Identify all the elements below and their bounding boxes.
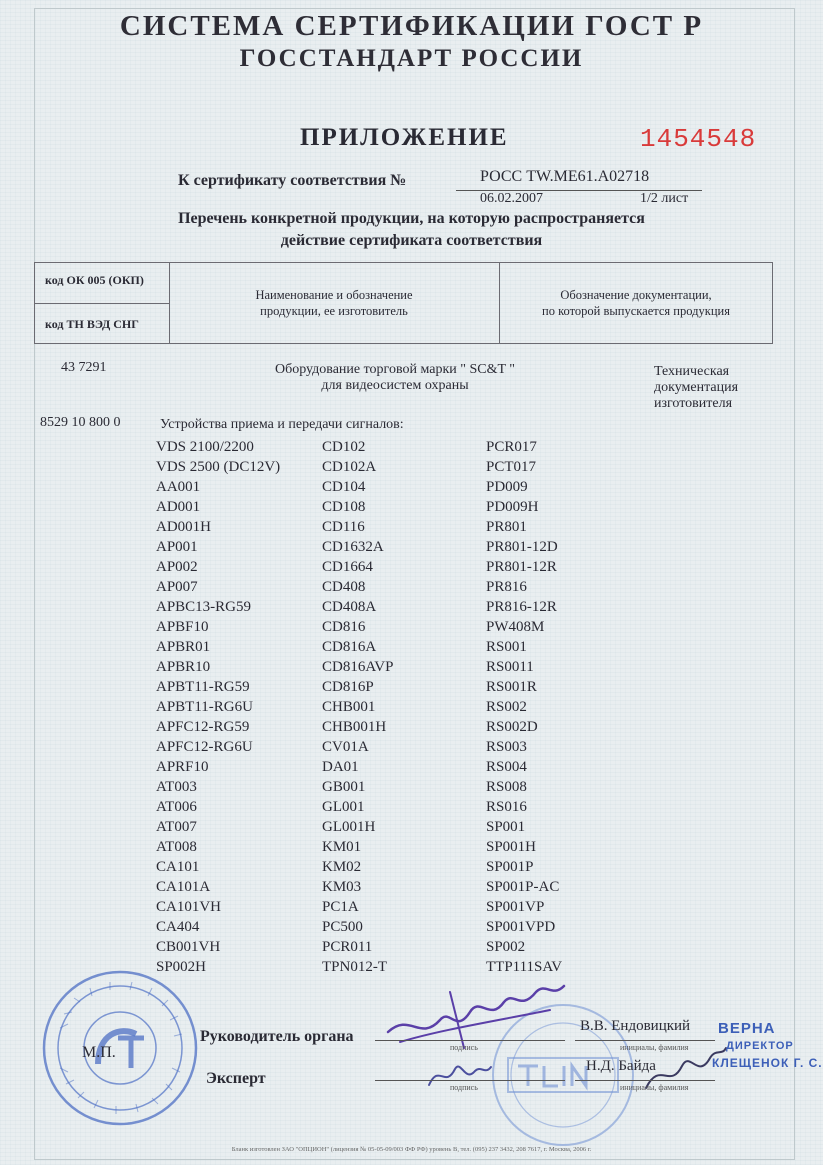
column-header-table: [34, 262, 773, 344]
model-item: PR816: [486, 579, 527, 595]
model-item: CA101VH: [156, 899, 222, 915]
model-item: KM02: [322, 859, 362, 875]
expert-name-line: [575, 1080, 715, 1081]
model-item: PD009H: [486, 499, 539, 515]
doc-column-header-line1: Обозначение документации,: [560, 288, 712, 302]
model-item: CA404: [156, 919, 200, 935]
model-item: SP002H: [156, 959, 207, 975]
okp-code-value: 43 7291: [61, 360, 107, 375]
product-description: [230, 362, 560, 394]
model-item: SP001H: [486, 839, 537, 855]
code-cell-divider: [35, 303, 169, 304]
model-item: CD116: [322, 519, 365, 535]
model-item: PCR011: [322, 939, 373, 955]
list-title-line1: Перечень конкретной продукции, на которую распространяется: [178, 210, 645, 227]
model-item: KM03: [322, 879, 362, 895]
model-item: SP001P-AC: [486, 879, 560, 895]
certificate-number: РОСС TW.ME61.A02718: [480, 168, 650, 185]
model-item: PD009: [486, 479, 528, 495]
model-item: PCT017: [486, 459, 537, 475]
model-item: RS004: [486, 759, 527, 775]
model-item: CA101A: [156, 879, 211, 895]
head-signature-hint: подпись: [450, 1043, 478, 1052]
header-gosstandart: ГОССТАНДАРТ РОССИИ: [239, 45, 584, 72]
model-item: PC1A: [322, 899, 359, 915]
certificate-label: К сертификату соответствия №: [178, 172, 407, 189]
okp-code-label: код ОК 005 (ОКП): [45, 273, 144, 287]
model-item: CD816P: [322, 679, 374, 695]
model-item: RS016: [486, 799, 527, 815]
model-item: CD1664: [322, 559, 373, 575]
head-name: В.В. Ендовицкий: [580, 1018, 691, 1034]
model-item: CV01A: [322, 739, 369, 755]
form-footer: Бланк изготовлен ЗАО "ОПЦИОН" (лицензия № 05-05-09/003 ФФ РФ) уровень В, тел. (095) 237 3432, 208 7617, г. Москва, 2006 г.: [231, 1146, 592, 1153]
model-item: PR801: [486, 519, 527, 535]
model-item: PR801-12D: [486, 539, 558, 555]
head-signature-line: [375, 1040, 565, 1041]
model-item: SP001VPD: [486, 919, 556, 935]
tnved-code-value: 8529 10 800 0: [40, 415, 121, 430]
model-item: RS008: [486, 779, 527, 795]
model-item: RS003: [486, 739, 527, 755]
model-item: CD1632A: [322, 539, 384, 555]
round-seal-icon: [40, 968, 200, 1128]
model-item: AT003: [156, 779, 197, 795]
model-item: APBC13-RG59: [156, 599, 252, 615]
model-item: AP001: [156, 539, 198, 555]
model-item: AD001: [156, 499, 201, 515]
model-item: RS002: [486, 699, 527, 715]
expert-name: Н.Д. Байда: [586, 1058, 656, 1074]
model-item: CD816AVP: [322, 659, 394, 675]
model-item: AP002: [156, 559, 198, 575]
model-item: GL001H: [322, 819, 376, 835]
header-system: СИСТЕМА СЕРТИФИКАЦИИ ГОСТ Р: [119, 10, 704, 42]
model-item: APFC12-RG59: [156, 719, 250, 735]
model-item: AT008: [156, 839, 197, 855]
product-description-line2: для видеосистем охраны: [321, 378, 469, 393]
model-item: RS001R: [486, 679, 537, 695]
model-item: VDS 2500 (DC12V): [156, 459, 281, 475]
model-item: RS002D: [486, 719, 538, 735]
name-column-header-line2: продукции, ее изготовитель: [260, 304, 408, 318]
page-title: ПРИЛОЖЕНИЕ: [300, 124, 509, 151]
model-item: CD108: [322, 499, 366, 515]
model-list-column-1: [156, 437, 280, 977]
model-item: SP001VP: [486, 899, 545, 915]
model-item: APBT11-RG59: [156, 679, 250, 695]
certificate-date: 06.02.2007: [480, 191, 543, 206]
model-item: TPN012-T: [322, 959, 387, 975]
model-item: APFC12-RG6U: [156, 739, 253, 755]
model-item: RS001: [486, 639, 527, 655]
expert-signature-hint: подпись: [450, 1083, 478, 1092]
model-item: CD104: [322, 479, 366, 495]
model-item: PW408M: [486, 619, 545, 635]
model-item: APBT11-RG6U: [156, 699, 253, 715]
documentation-line1: Техническая: [654, 364, 730, 379]
model-item: DA01: [322, 759, 359, 775]
documentation-line3: изготовителя: [654, 396, 733, 411]
model-item: SP002: [486, 939, 526, 955]
model-item: CD102: [322, 439, 366, 455]
model-item: CD102A: [322, 459, 377, 475]
documentation-line2: документация: [654, 380, 739, 395]
model-item: APBR10: [156, 659, 211, 675]
model-list-column-2: [322, 437, 393, 977]
sheet-number: 1/2 лист: [640, 191, 689, 206]
name-column-header-line1: Наименование и обозначение: [255, 288, 413, 302]
model-item: SP001: [486, 819, 526, 835]
model-item: APRF10: [156, 759, 209, 775]
stamp-director: ДИРЕКТОР: [726, 1040, 794, 1052]
model-item: AA001: [156, 479, 201, 495]
name-column-cell: [169, 263, 500, 343]
model-item: TTP111SAV: [486, 959, 563, 975]
model-item: GL001: [322, 799, 365, 815]
model-list-column-3: [486, 437, 562, 977]
model-item: PC500: [322, 919, 363, 935]
doc-column-header-line2: по которой выпускается продукция: [542, 304, 730, 318]
documentation-reference: [654, 364, 738, 412]
model-item: CHB001: [322, 699, 376, 715]
model-item: AP007: [156, 579, 198, 595]
model-item: GB001: [322, 779, 366, 795]
model-item: AT007: [156, 819, 197, 835]
list-title-line2: действие сертификата соответствия: [280, 232, 543, 249]
model-item: RS0011: [486, 659, 534, 675]
model-item: AD001H: [156, 519, 211, 535]
model-item: CA101: [156, 859, 200, 875]
model-item: CHB001H: [322, 719, 387, 735]
code-cell: [35, 263, 170, 343]
expert-label: Эксперт: [206, 1070, 266, 1087]
model-item: KM01: [322, 839, 362, 855]
model-item: SP001P: [486, 859, 534, 875]
model-item: AT006: [156, 799, 197, 815]
model-item: CB001VH: [156, 939, 221, 955]
form-number: 1454548: [640, 124, 757, 154]
stamp-name: КЛЕЩЕНОК Г. С.: [712, 1056, 823, 1070]
model-item: PR816-12R: [486, 599, 557, 615]
head-of-body-label: Руководитель органа: [200, 1028, 354, 1045]
model-item: CD816: [322, 619, 366, 635]
model-item: APBR01: [156, 639, 211, 655]
expert-name-hint: инициалы, фамилия: [620, 1083, 689, 1092]
model-item: APBF10: [156, 619, 209, 635]
tnved-code-label: код ТН ВЭД СНГ: [45, 317, 139, 331]
model-item: CD408: [322, 579, 366, 595]
model-item: CD816A: [322, 639, 377, 655]
model-item: PR801-12R: [486, 559, 557, 575]
stamp-place-label: М.П.: [82, 1044, 116, 1061]
model-item: CD408A: [322, 599, 377, 615]
devices-label: Устройства приема и передачи сигналов:: [160, 417, 404, 432]
model-item: VDS 2100/2200: [156, 439, 254, 455]
head-name-hint: инициалы, фамилия: [620, 1043, 689, 1052]
stamp-verna: ВЕРНА: [718, 1020, 776, 1037]
model-item: PCR017: [486, 439, 537, 455]
head-name-line: [575, 1040, 715, 1041]
product-description-line1: Оборудование торговой марки " SC&T ": [275, 362, 515, 377]
expert-signature-line: [375, 1080, 565, 1081]
